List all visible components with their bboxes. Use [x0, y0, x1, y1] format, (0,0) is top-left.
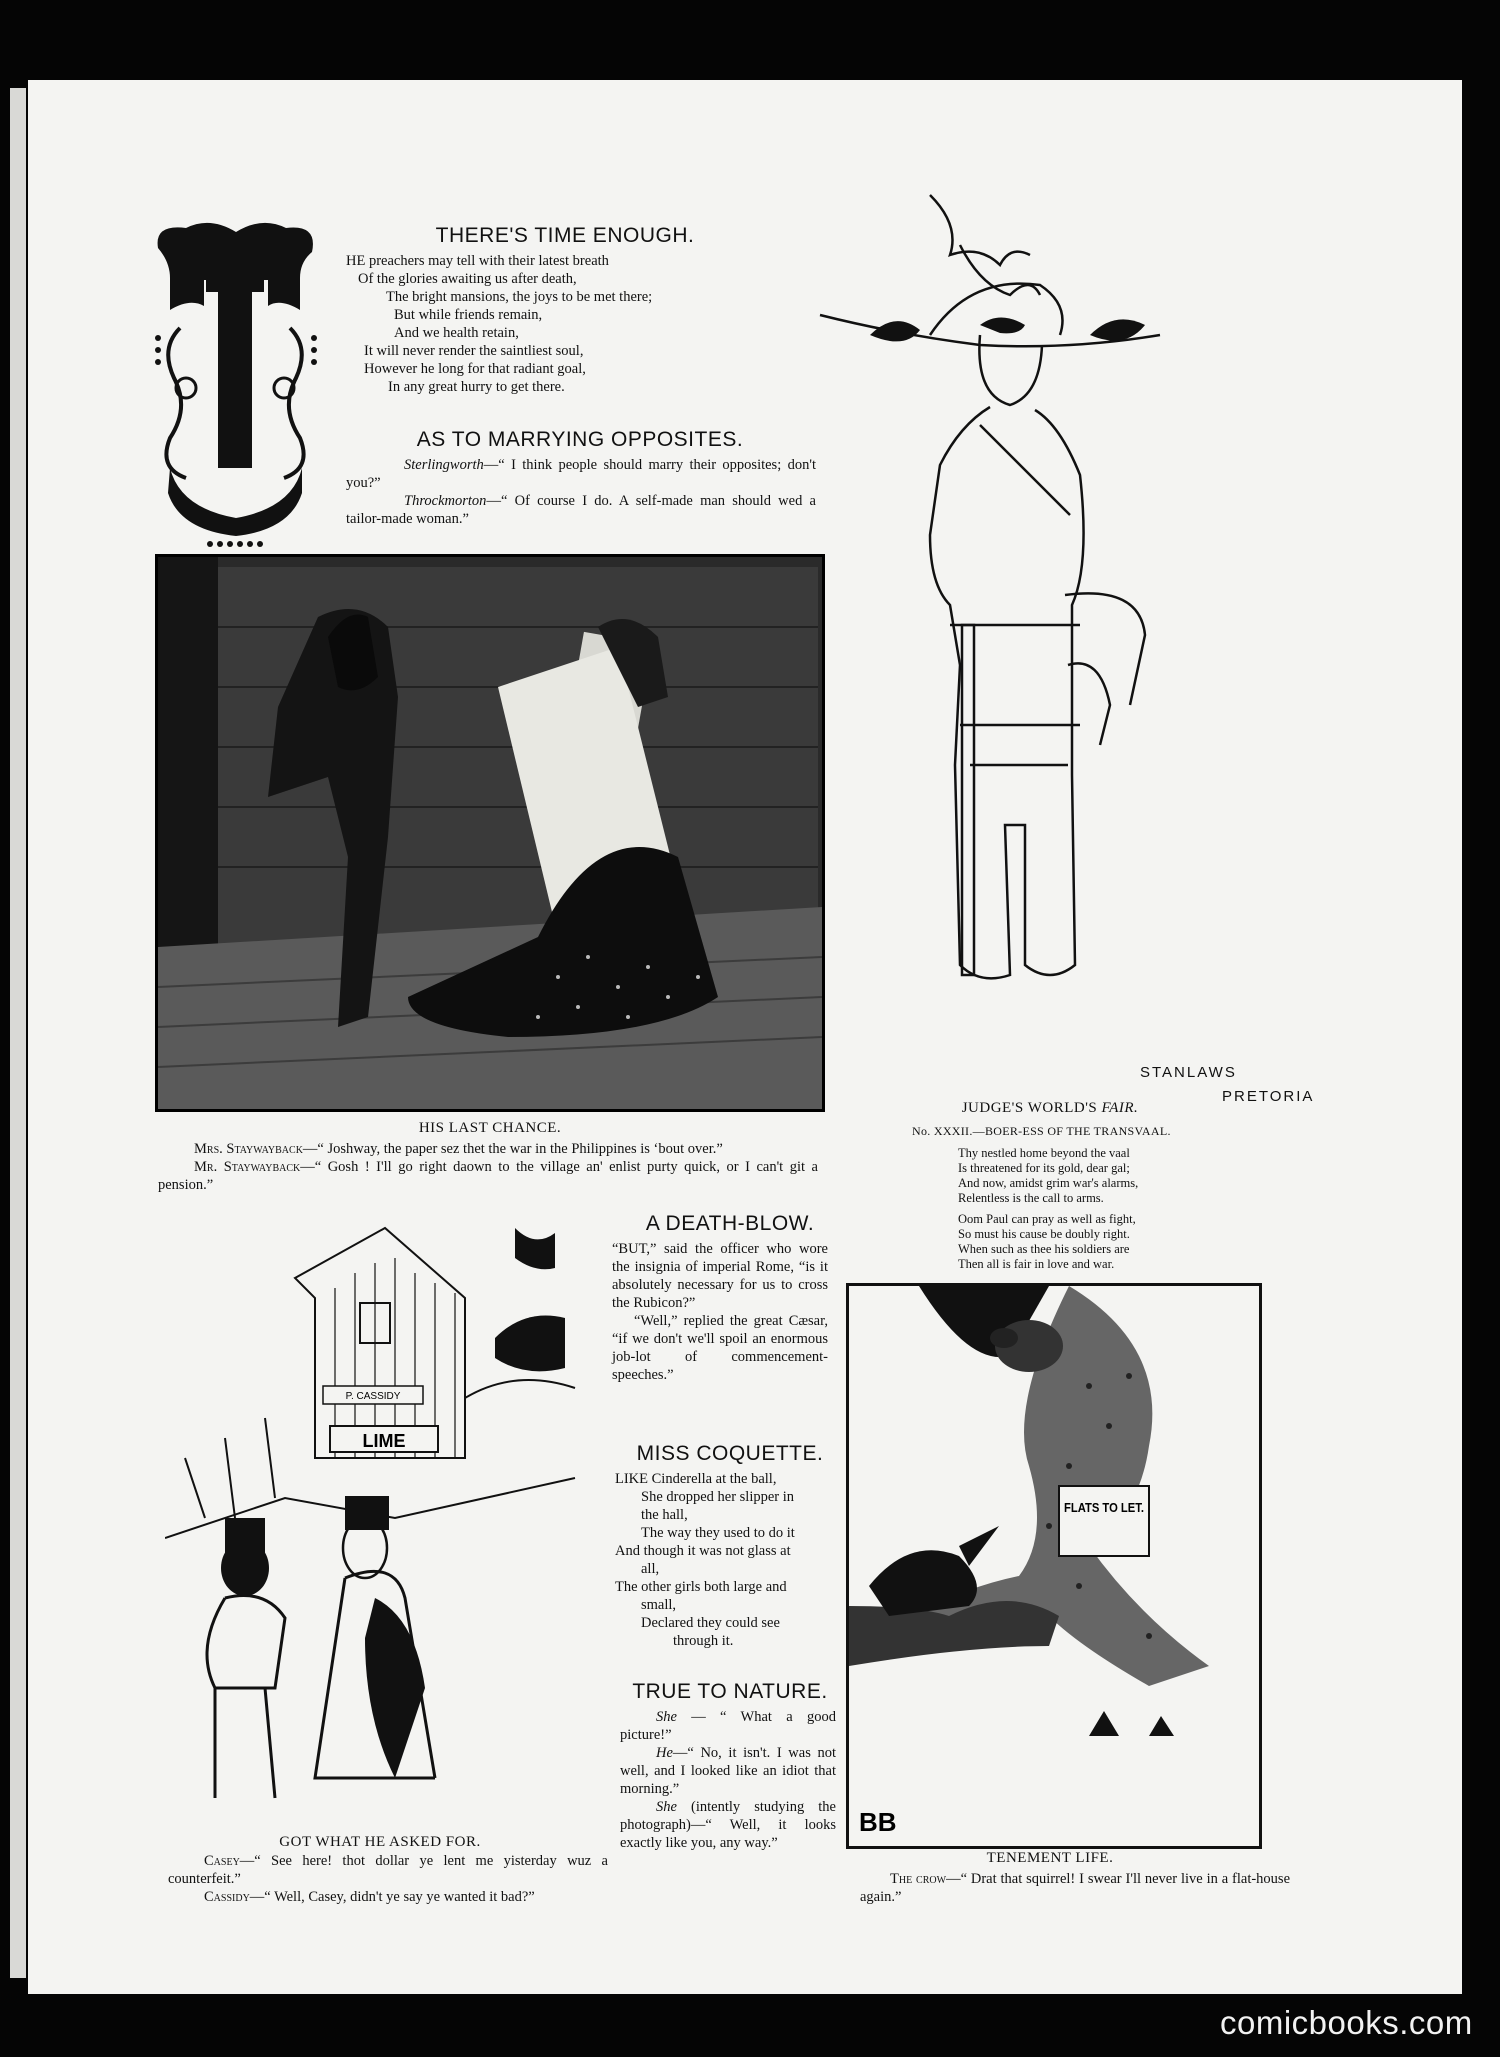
binding-edge	[10, 88, 26, 1978]
poem-line: In any great hurry to get there.	[388, 379, 565, 395]
death-blow-paragraph-1: “BUT,” said the officer who wore the insignia of imperial Rome, “is it absolutely necessary for us to cross the Rubicon?”	[612, 1241, 828, 1311]
asked-for-dialogue	[168, 1852, 608, 1906]
illustration-tenement-life	[846, 1283, 1262, 1849]
death-blow-title: A DEATH-BLOW.	[645, 1212, 815, 1235]
ornamental-dropcap	[150, 218, 322, 548]
shop-sign-lime: LIME	[362, 1431, 406, 1451]
coquette-poem: LIKE Cinderella at the ball, She dropped her slipper in the hall, The way they used to do it And though it was not glass at all, The other girls both large and small, Declared they could see through it.	[615, 1471, 795, 1649]
worlds-fair-title: JUDGE'S WORLD'S FAIR.	[961, 1100, 1139, 1116]
opposites-line-1: Sterlingworth—“ I think people should marry their opposites; don't you?”	[346, 457, 816, 491]
site-watermark: comicbooks.com	[1220, 2004, 1473, 2041]
speaker-name: Sterlingworth	[404, 457, 484, 473]
death-blow-text	[612, 1240, 828, 1384]
artist-monogram: BB	[859, 1807, 897, 1837]
poem-body	[346, 252, 766, 396]
opposites-line-2: Throckmorton—“ Of course I do. A self-made man should wed a tailor-made woman.”	[346, 493, 816, 527]
shop-sign-cassidy: P. CASSIDY	[345, 1391, 401, 1402]
worlds-fair-stanza-2: Oom Paul can pray as well as fight, So must his cause be doubly right. When such as thee his soldiers are Then all is fair in love and war.	[958, 1212, 1136, 1271]
worlds-fair-subtitle: No. XXXII.—BOER-ESS OF THE TRANSVAAL.	[912, 1124, 1171, 1138]
tenement-title: TENEMENT LIFE.	[986, 1850, 1114, 1866]
illustration-casey-cassidy	[165, 1218, 585, 1818]
poem-line: It will never render the saintliest soul,	[364, 343, 584, 359]
asked-for-title: GOT WHAT HE ASKED FOR.	[279, 1834, 481, 1850]
poem-line: The bright mansions, the joys to be met there;	[386, 289, 653, 305]
opposites-title: AS TO MARRYING OPPOSITES.	[416, 428, 744, 451]
photo-caption-title: HIS LAST CHANCE.	[418, 1120, 562, 1136]
poem-title: THERE'S TIME ENOUGH.	[435, 224, 695, 247]
artist-signature: STANLAWS	[1140, 1064, 1237, 1081]
death-blow-paragraph-2: “Well,” replied the great Cæsar, “if we don't we'll spoil an enormous job-lot of commencement-speeches.”	[612, 1313, 828, 1383]
poem-line: And we health retain,	[394, 325, 519, 341]
dialogue-line: Casey—“ See here! thot dollar ye lent me yisterday wuz a counterfeit.”	[168, 1853, 608, 1887]
coquette-title: MISS COQUETTE.	[636, 1442, 824, 1465]
speaker-name: Throckmorton	[404, 493, 487, 509]
dialogue-line: Mr. Staywayback—“ Gosh ! I'll go right daown to the village an' enlist purty quick, or I can't git a pension.”	[158, 1159, 818, 1193]
flats-to-let-sign: FLATS TO LET.	[1064, 1500, 1144, 1515]
artist-location: PRETORIA	[1222, 1088, 1315, 1105]
speaker-name: Mrs. Staywayback	[194, 1141, 303, 1157]
poem-line: Of the glories awaiting us after death,	[358, 271, 577, 287]
poem-line: HE preachers may tell with their latest breath	[346, 253, 609, 269]
poem-line: However he long for that radiant goal,	[364, 361, 586, 377]
dialogue-line: Mrs. Staywayback—“ Joshway, the paper sez thet the war in the Philippines is ‘bout over.”	[194, 1141, 723, 1157]
speaker-name: Mr. Staywayback	[194, 1159, 301, 1175]
photo-his-last-chance	[155, 554, 825, 1112]
speaker-name: She	[656, 1709, 677, 1725]
true-nature-text: She — “ What a good picture!” He—“ No, it isn't. I was not well, and I looked like an idiot that morning.” She (intently studying the photograph)—“ Well, it looks exactly like you, any way.”	[620, 1709, 836, 1851]
dialogue-line: Cassidy—“ Well, Casey, didn't ye say ye wanted it bad?”	[204, 1889, 535, 1905]
tenement-dialogue: The crow—“ Drat that squirrel! I swear I'll never live in a flat-house again.”	[860, 1871, 1291, 1905]
speaker-name: Casey	[204, 1853, 240, 1869]
speaker-name: The crow	[890, 1871, 947, 1887]
true-nature-title: TRUE TO NATURE.	[632, 1680, 828, 1703]
poem-line: But while friends remain,	[394, 307, 543, 323]
worlds-fair-stanza-1: Thy nestled home beyond the vaal Is threatened for its gold, dear gal; And now, amidst grim war's alarms, Relentless is the call to arms.	[958, 1146, 1139, 1205]
illustration-boer-ess	[810, 185, 1190, 1025]
last-chance-dialogue	[158, 1140, 818, 1194]
speaker-name: He	[656, 1745, 673, 1761]
opposites-dialogue	[346, 456, 816, 528]
speaker-name: Cassidy	[204, 1889, 250, 1905]
speaker-name: She	[656, 1799, 677, 1815]
